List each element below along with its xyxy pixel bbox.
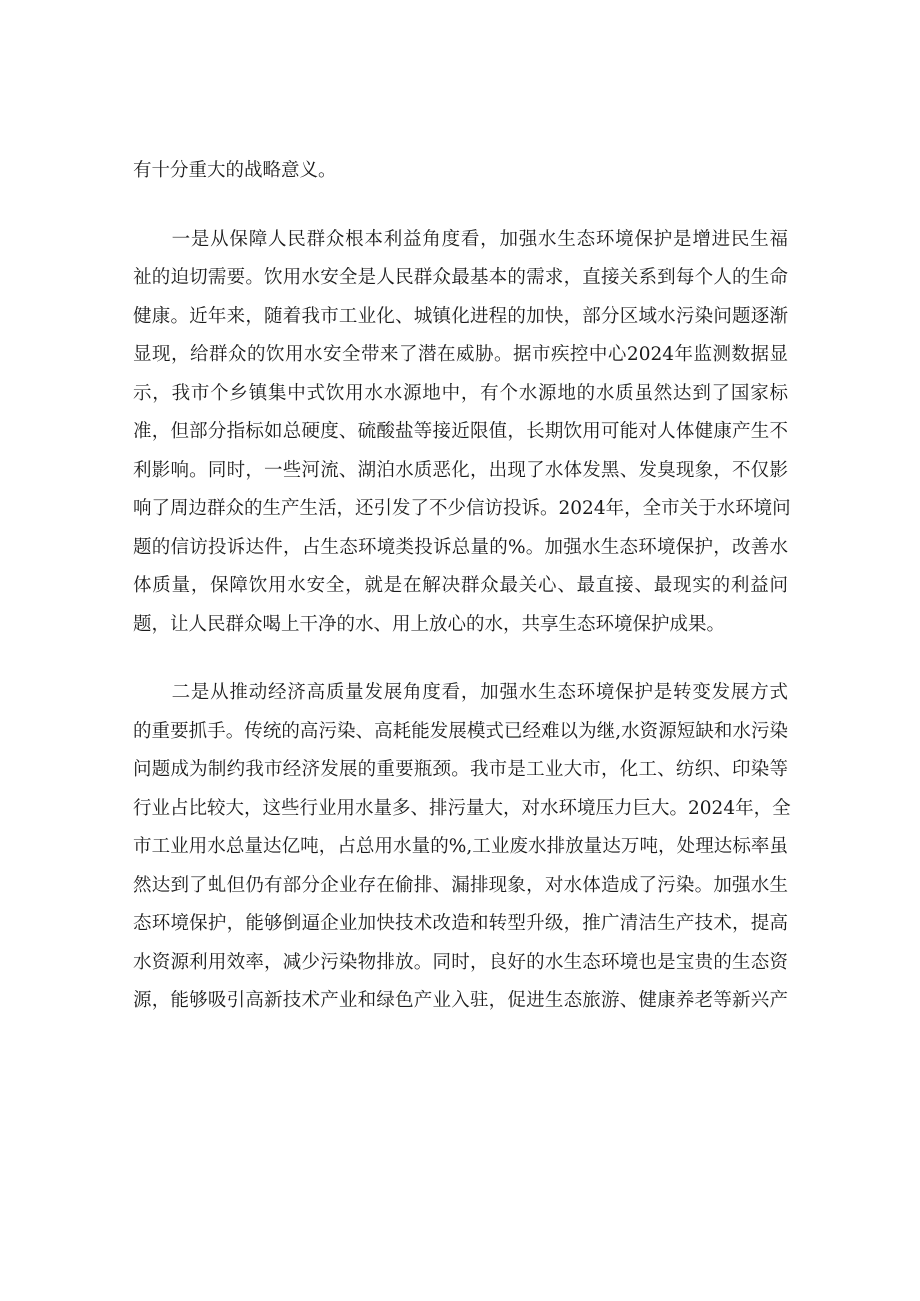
paragraph-spacer	[133, 191, 788, 221]
text-line: 行业占比较大，这些行业用水量多、排污量大，对水环境压力巨大。2024年，全	[133, 797, 791, 819]
text-line: 源，能够吸引高新技术产业和绿色产业入驻，促进生态旅游、健康养老等新兴产	[133, 990, 788, 1011]
text-line: 题的信访投诉达件，占生态环境类投诉总量的%。加强水生态环境保护，改善水	[133, 536, 788, 558]
text-line: 态环境保护，能够倒逼企业加快技术改造和转型升级，推广清洁生产技术，提高	[133, 913, 788, 934]
text-line: 示，我市个乡镇集中式饮用水水源地中，有个水源地的水质虽然达到了国家标	[133, 382, 788, 404]
text-line: 准，但部分指标如总硬度、硫酸盐等接近限值，长期饮用可能对人体健康产生不	[133, 421, 788, 442]
text-line: 体质量，保障饮用水安全，就是在解决群众最关心、最直接、最现实的利益问	[133, 575, 788, 596]
body-text	[133, 152, 791, 1021]
text-line: 健康。近年来，随着我市工业化、城镇化进程的加快，部分区域水污染问题逐渐	[133, 305, 788, 327]
text-line: 利影响。同时，一些河流、湖泊水质恶化，出现了水体发黑、发臭现象，不仅影	[133, 459, 788, 481]
paragraph-intro-tail	[133, 152, 788, 191]
text-line: 然达到了虬但仍有部分企业存在偷排、漏排现象，对水体造成了污染。加强水生	[133, 874, 788, 896]
text-line: 水资源利用效率，减少污染物排放。同时，良好的水生态环境也是宝贵的生态资	[133, 951, 788, 973]
text-line: 的重要抓手。传统的高污染、高耗能发展模式已经难以为继,水资源短缺和水污染	[133, 720, 788, 742]
paragraph-spacer	[133, 644, 788, 674]
text-line: 有十分重大的战略意义。	[133, 160, 337, 181]
text-line: 题，让人民群众喝上干净的水、用上放心的水，共享生态环境保护成果。	[133, 613, 726, 635]
text-line: 市工业用水总量达亿吨，占总用水量的%,工业废水排放量达万吨，处理达标率虽	[133, 836, 788, 857]
paragraph-point-one	[133, 221, 791, 645]
text-line: 二是从推动经济高质量发展角度看，加强水生态环境保护是转变发展方式	[133, 682, 788, 703]
text-line: 响了周边群众的生产生活，还引发了不少信访投诉。2024年，全市关于水环境问	[133, 498, 791, 519]
paragraph-point-two	[133, 674, 791, 1021]
text-line: 祉的迫切需要。饮用水安全是人民群众最基本的需求，直接关系到每个人的生命	[133, 267, 788, 288]
text-line: 一是从保障人民群众根本利益角度看，加强水生态环境保护是增进民生福	[133, 228, 788, 250]
text-line: 显现，给群众的饮用水安全带来了潜在威胁。据市疾控中心2024年监测数据显	[133, 344, 788, 365]
text-line: 问题成为制约我市经济发展的重要瓶颈。我市是工业大市，化工、纺织、印染等	[133, 759, 788, 780]
